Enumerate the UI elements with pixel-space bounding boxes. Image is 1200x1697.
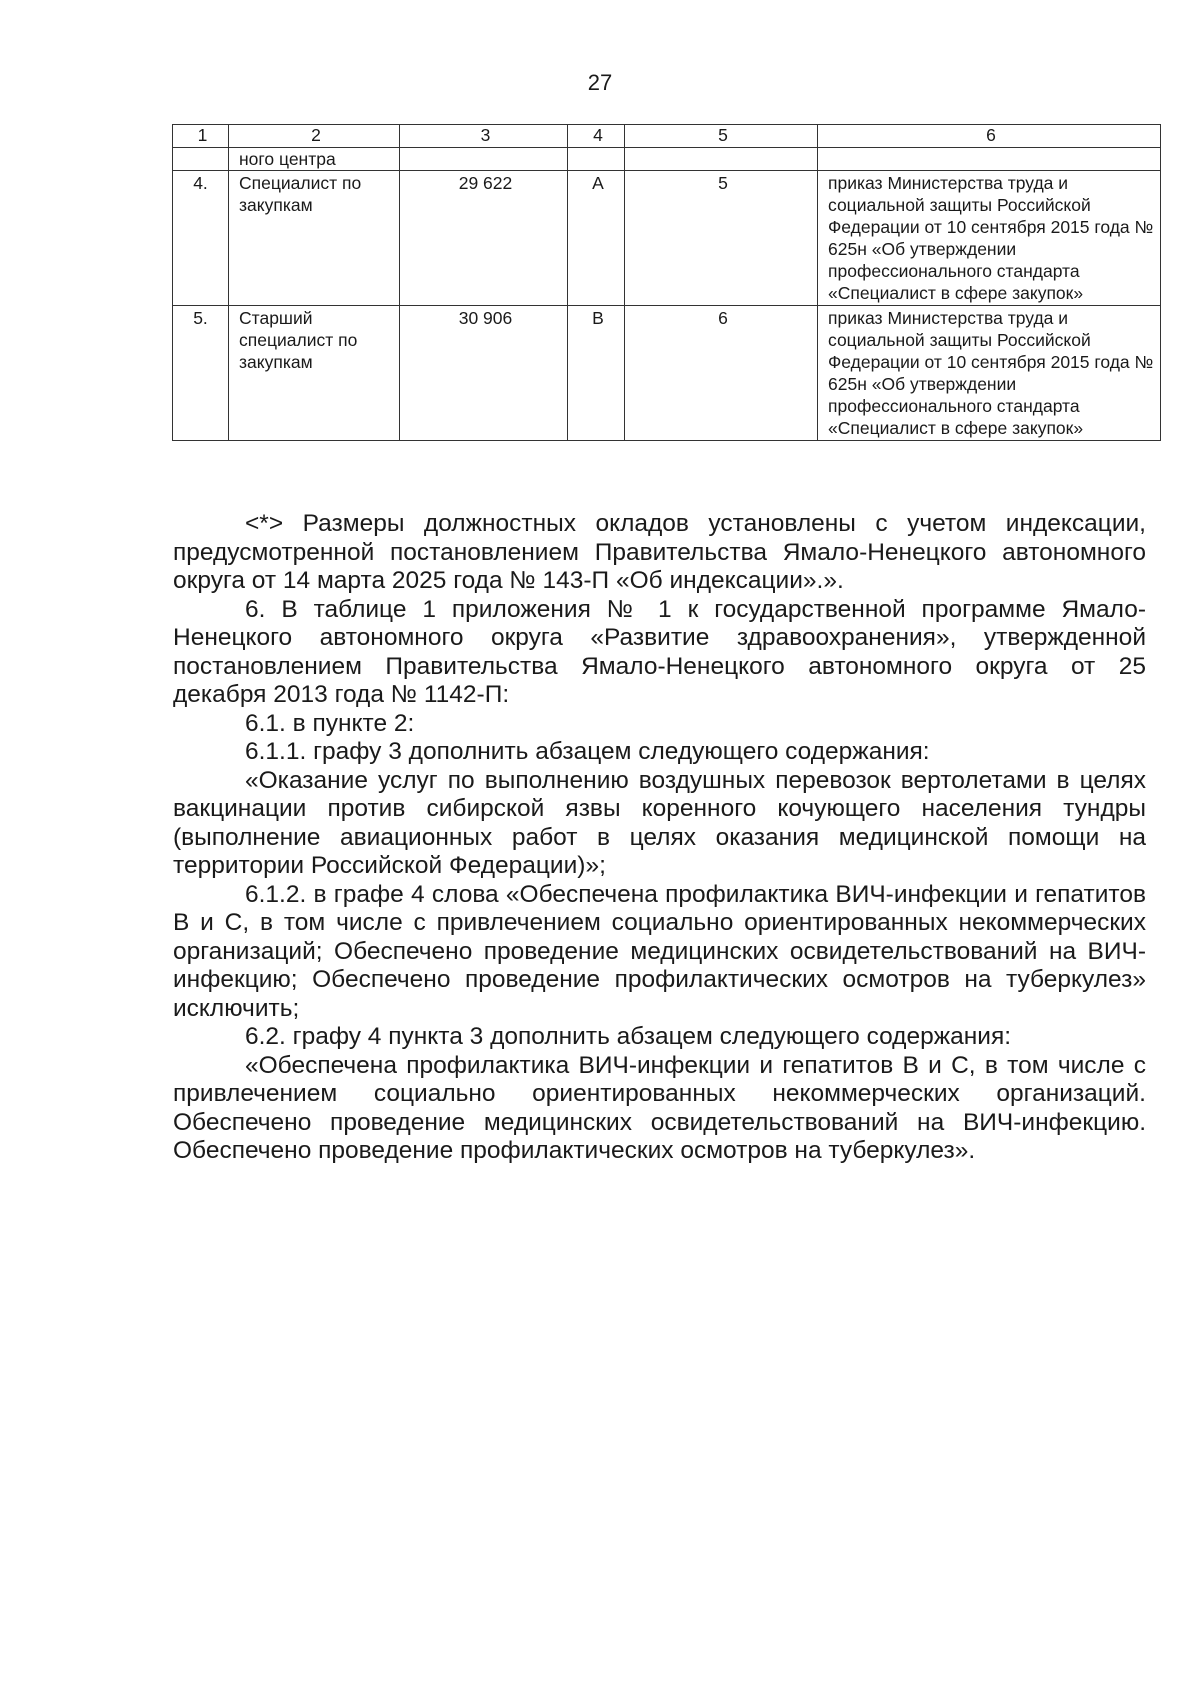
salary-value: 30 906 [400, 306, 568, 441]
position-name: Специалист по закупкам [229, 171, 400, 306]
row-number: 5. [173, 306, 229, 441]
group-value: А [568, 171, 625, 306]
quoted-paragraph: «Оказание услуг по выполнению воздушных перевозок вертолетами в целях вакцинации против сибирской язвы коренного кочующего населения тундры (выполнение авиационных работ в целях оказания медицинской помощи на территории Российской Федерации)»; [173, 766, 1146, 879]
quoted-paragraph: «Обеспечена профилактика ВИЧ-инфекции и гепатитов В и С, в том числе с привлечением социально ориентированных некоммерческих организаций. Обеспечено проведение медицинских освидетельствований на ВИЧ-инфекцию. Обеспечено проведение профилактических осмотров на туберкулез». [173, 1051, 1146, 1164]
position-name: Старший специалист по закупкам [229, 306, 400, 441]
paragraph-item-6-1-1: 6.1.1. графу 3 дополнить абзацем следующего содержания: [245, 738, 930, 765]
document-body [173, 510, 1146, 1166]
paragraph-item-6-2: 6.2. графу 4 пункта 3 дополнить абзацем следующего содержания: [245, 1023, 1012, 1050]
qualification-level: 6 [625, 306, 818, 441]
table-cell [568, 148, 625, 171]
table-header-cell: 1 [173, 125, 229, 148]
table-header-row [173, 125, 1161, 148]
table-header-cell: 2 [229, 125, 400, 148]
salary-value: 29 622 [400, 171, 568, 306]
paragraph-item-6-1: 6.1. в пункте 2: [245, 709, 415, 737]
basis-document: приказ Министерства труда и социальной защиты Российской Федерации от 10 сентября 2015 года № 625н «Об утверждении профессионального стандарта «Специалист в сфере закупок» [818, 171, 1161, 306]
table-header-cell: 5 [625, 125, 818, 148]
table-row [173, 306, 1161, 441]
table-header-cell: 4 [568, 125, 625, 148]
table-row [173, 171, 1161, 306]
table-cell [818, 148, 1161, 171]
table-continuation-row [173, 148, 1161, 171]
group-value: В [568, 306, 625, 441]
table-cell [400, 148, 568, 171]
table-header-cell: 6 [818, 125, 1161, 148]
staff-table [172, 124, 1161, 441]
basis-document: приказ Министерства труда и социальной защиты Российской Федерации от 10 сентября 2015 года № 625н «Об утверждении профессионального стандарта «Специалист в сфере закупок» [818, 306, 1161, 441]
table-cell [625, 148, 818, 171]
qualification-level: 5 [625, 171, 818, 306]
paragraph-item-6-1-2: 6.1.2. в графе 4 слова «Обеспечена профилактика ВИЧ-инфекции и гепатитов В и С, в том числе с привлечением социально ориентированных некоммерческих организаций; Обеспечено проведение медицинских освидетельствований на ВИЧ-инфекцию; Обеспечено проведение профилактических осмотров на туберкулез» исключить; [173, 880, 1146, 1022]
footnote-paragraph: <*> Размеры должностных окладов установлены с учетом индексации, предусмотренной постановлением Правительства Ямало-Ненецкого автономного округа от 14 марта 2025 года № 143-П «Об индексации».». [173, 510, 1146, 594]
table-header-cell: 3 [400, 125, 568, 148]
table-cell [173, 148, 229, 171]
page-number: 27 [587, 70, 613, 95]
row-number: 4. [173, 171, 229, 306]
table-cell: ного центра [229, 148, 400, 171]
paragraph-item-6: 6. В таблице 1 приложения № 1 к государственной программе Ямало-Ненецкого автономного округа «Развитие здравоохранения», утвержденной постановлением Правительства Ямало-Ненецкого автономного округа от 25 декабря 2013 года № 1142-П: [173, 595, 1146, 708]
